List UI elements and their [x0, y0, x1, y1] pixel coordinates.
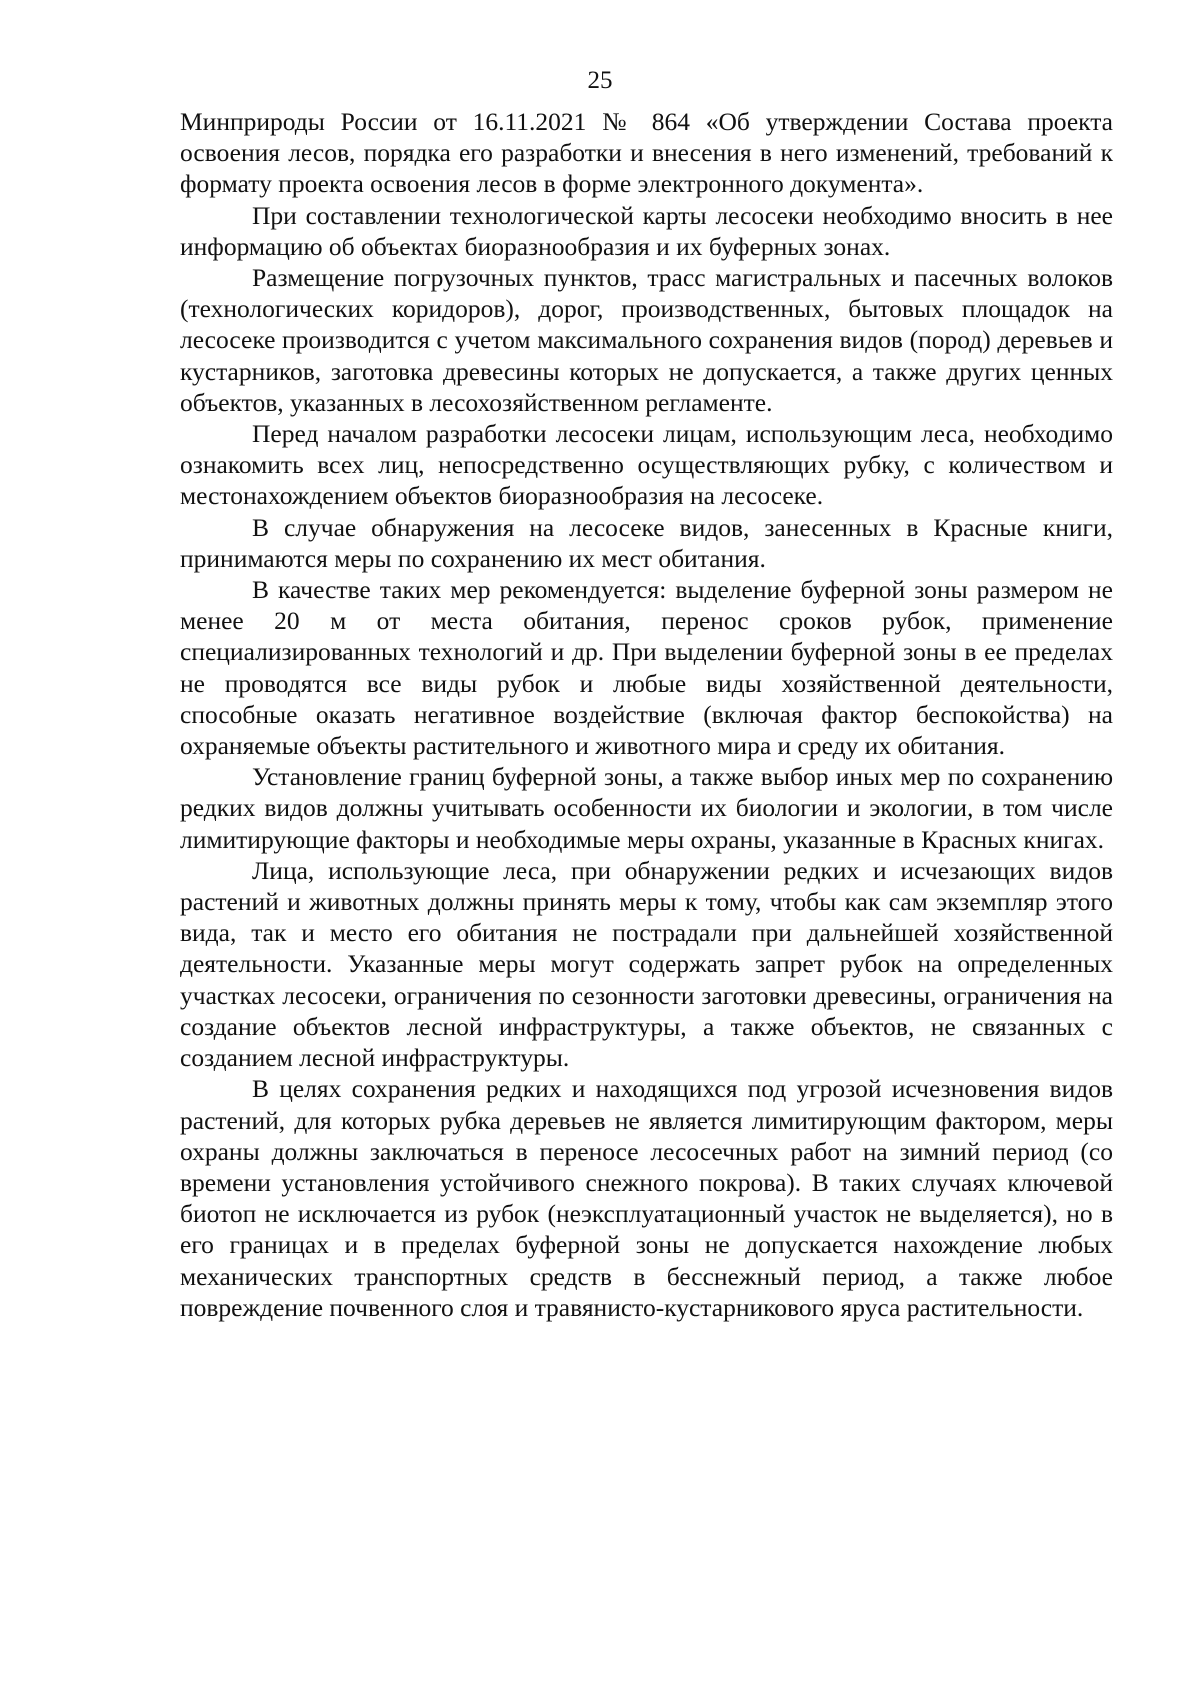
paragraph-order-reference: Минприроды России от 16.11.2021 № 864 «Об утверждении Состава проекта освоения лесов, порядка его разработки и внесения в него изменений, требований к формату проекта освоения лесов в форме электронного документа».: [180, 107, 1113, 199]
paragraph-before-logging: Перед началом разработки лесосеки лицам, использующим леса, необходимо ознакомить всех лиц, непосредственно осуществляющих рубку, с количеством и местонахождением объектов биоразнообразия на лесосеке.: [180, 419, 1113, 511]
paragraph-loading-points: Размещение погрузочных пунктов, трасс магистральных и пасечных волоков (технологических коридоров), дорог, производственных, бытовых площадок на лесосеке производится с учетом максимального сохранения видов (пород) деревьев и кустарников, заготовка древесины которых не допускается, а также других ценных объектов, указанных в лесохозяйственном регламенте.: [180, 263, 1113, 417]
paragraph-buffer-zone-measures: В качестве таких мер рекомендуется: выделение буферной зоны размером не менее 20 м от места обитания, перенос сроков рубок, применение специализированных технологий и др. При выделении буферной зоны в ее пределах не проводятся все виды рубок и любые виды хозяйственной деятельности, способные оказать негативное воздействие (включая фактор беспокойства) на охраняемые объекты растительного и животного мира и среду их обитания.: [180, 575, 1113, 761]
paragraph-buffer-zone-boundaries: Установление границ буферной зоны, а также выбор иных мер по сохранению редких видов должны учитывать особенности их биологии и экологии, в том числе лимитирующие факторы и необходимые меры охраны, указанные в Красных книгах.: [180, 762, 1113, 854]
body-text: [180, 106, 1113, 1323]
paragraph-forest-users-obligations: Лица, использующие леса, при обнаружении редких и исчезающих видов растений и животных должны принять меры к тому, чтобы как сам экземпляр этого вида, так и место его обитания не пострадали при дальнейшей хозяйственной деятельности. Указанные меры могут содержать запрет рубок на определенных участках лесосеки, ограничения по сезонности заготовки древесины, ограничения на создание объектов лесной инфраструктуры, а также объектов, не связанных с созданием лесной инфраструктуры.: [180, 855, 1113, 1073]
page-number: 25: [587, 67, 613, 94]
paragraph-red-book-species: В случае обнаружения на лесосеке видов, занесенных в Красные книги, принимаются меры по сохранению их мест обитания.: [180, 512, 1113, 573]
paragraph-technological-map: При составлении технологической карты лесосеки необходимо вносить в нее информацию об объектах биоразнообразия и их буферных зонах.: [180, 200, 1113, 261]
paragraph-winter-logging: В целях сохранения редких и находящихся под угрозой исчезновения видов растений, для которых рубка деревьев не является лимитирующим фактором, меры охраны должны заключаться в переносе лесосечных работ на зимний период (со времени установления устойчивого снежного покрова). В таких случаях ключевой биотоп не исключается из рубок (неэксплуатационный участок не выделяется), но в его границах и в пределах буферной зоны не допускается нахождение любых механических транспортных средств в бесснежный период, а также любое повреждение почвенного слоя и травянисто-кустарникового яруса растительности.: [180, 1074, 1113, 1322]
